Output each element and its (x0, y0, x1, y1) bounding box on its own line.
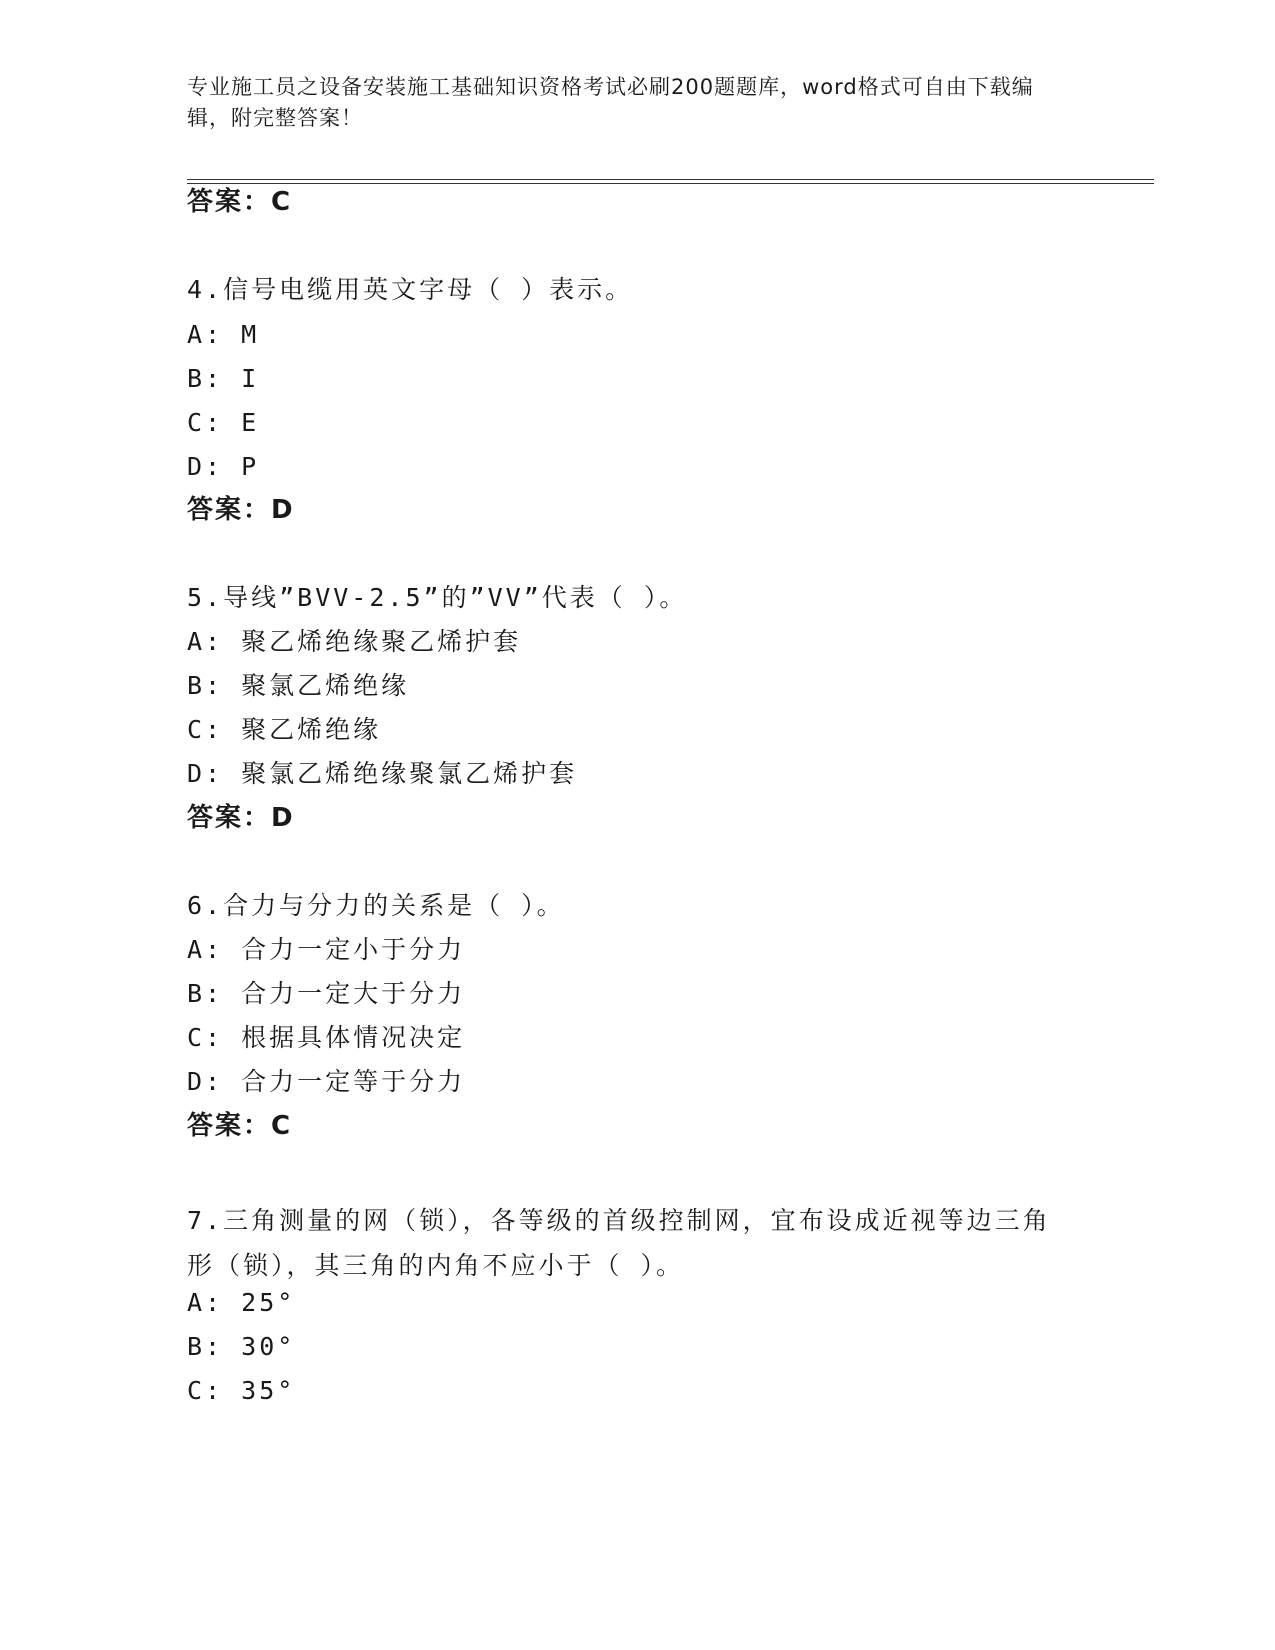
option-q5-b: B: 聚氯乙烯绝缘 (187, 671, 410, 700)
option-q5-c: C: 聚乙烯绝缘 (187, 715, 382, 744)
option-q4-c: C: E (187, 408, 260, 437)
question-stem-q7: 7.三角测量的网（锁），各等级的首级控制网，宜布设成近视等边三角形（锁），其三角的内角不应小于（ ）。 (187, 1206, 1051, 1280)
option-q6-b: B: 合力一定大于分力 (187, 979, 466, 1008)
question-stem-q5: 5.导线”BVV-2.5”的”VV”代表（ ）。 (187, 583, 688, 612)
answer-q3: 答案：C (187, 187, 293, 217)
answer-q6: 答案：C (187, 1111, 293, 1141)
header-rule-top (187, 179, 1154, 180)
option-q4-d: D: P (187, 452, 260, 481)
option-q5-a: A: 聚乙烯绝缘聚乙烯护套 (187, 627, 522, 656)
option-q6-d: D: 合力一定等于分力 (187, 1067, 466, 1096)
option-q7-b: B: 30° (187, 1332, 296, 1361)
option-q6-c: C: 根据具体情况决定 (187, 1023, 466, 1052)
answer-q4: 答案：D (187, 495, 295, 525)
header-rule-bottom (187, 183, 1154, 184)
option-q7-c: C: 35° (187, 1376, 296, 1405)
option-q4-b: B: I (187, 364, 260, 393)
option-q6-a: A: 合力一定小于分力 (187, 935, 466, 964)
document-header: 专业施工员之设备安装施工基础知识资格考试必刷200题题库，word格式可自由下载编辑，附完整答案！ (187, 75, 1034, 130)
option-q7-a: A: 25° (187, 1288, 296, 1317)
option-q5-d: D: 聚氯乙烯绝缘聚氯乙烯护套 (187, 759, 578, 788)
question-stem-q4: 4.信号电缆用英文字母（ ）表示。 (187, 275, 634, 304)
question-stem-q6: 6.合力与分力的关系是（ ）。 (187, 891, 565, 920)
option-q4-a: A: M (187, 320, 260, 349)
answer-q5: 答案：D (187, 803, 295, 833)
